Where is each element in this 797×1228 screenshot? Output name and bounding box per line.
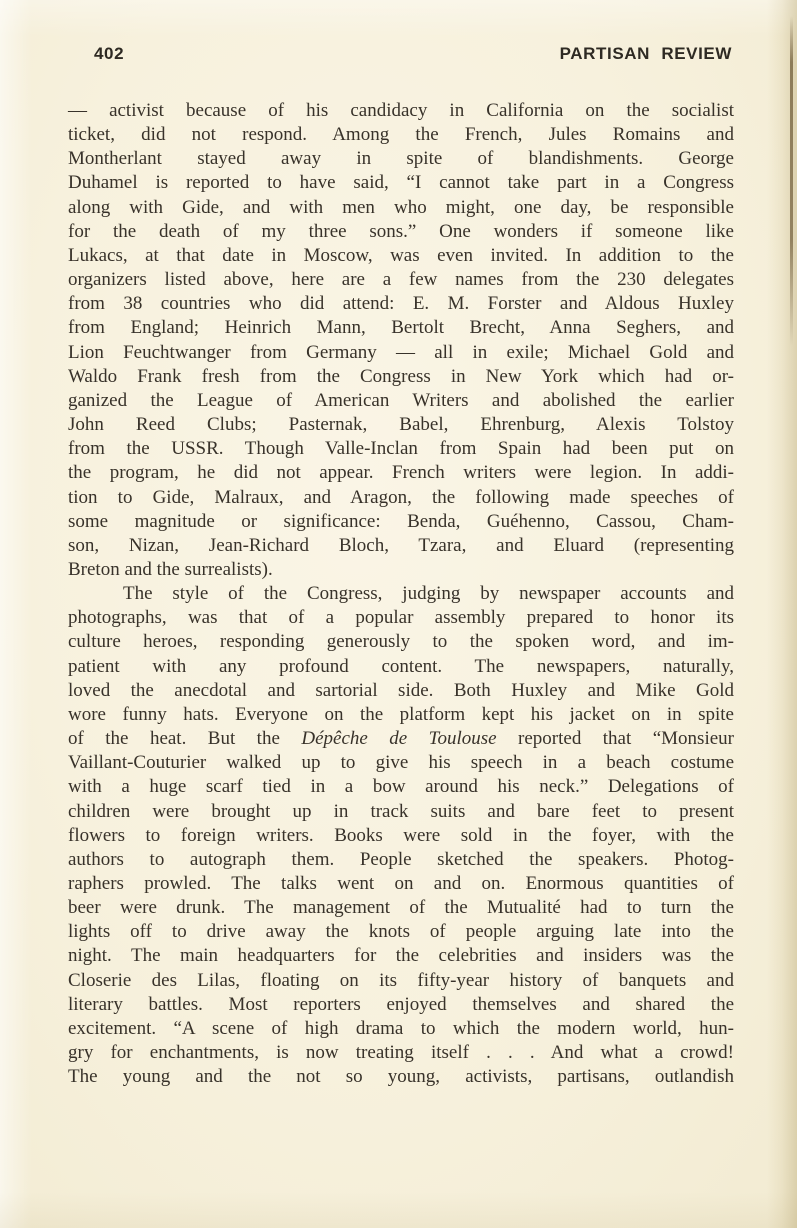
text-line: flowers to foreign writers. Books were sold in the foyer, with the	[68, 824, 734, 846]
text-line: loved the anecdotal and sartorial side. Both Huxley and Mike Gold	[68, 679, 734, 701]
text-line: son, Nizan, Jean-Richard Bloch, Tzara, and Eluard (representing	[68, 534, 734, 556]
text-line: literary battles. Most reporters enjoyed themselves and shared the	[68, 993, 734, 1015]
text-line: patient with any profound content. The newspapers, naturally,	[68, 655, 734, 677]
text-line: raphers prowled. The talks went on and on. Enormous quantities of	[68, 873, 734, 894]
journal-title: PARTISAN REVIEW	[559, 44, 732, 63]
page-edge-line	[790, 16, 793, 346]
text-line: John Reed Clubs; Pasternak, Babel, Ehrenburg, Alexis Tolstoy	[68, 414, 734, 436]
text-line: tion to Gide, Malraux, and Aragon, the following made speeches of	[68, 486, 734, 508]
text-line: culture heroes, responding generously to the spoken word, and im-	[68, 631, 734, 653]
text-line: for the death of my three sons.” One wonders if someone like	[68, 220, 734, 242]
text-line: ganized the League of American Writers and abolished the earlier	[68, 389, 734, 411]
text-line: Montherlant stayed away in spite of blandishments. George	[68, 148, 734, 170]
text-line: night. The main headquarters for the celebrities and insiders was the	[68, 945, 734, 967]
text-line: from the USSR. Though Valle-Inclan from Spain had been put on	[68, 438, 734, 460]
text-line: children were brought up in track suits and bare feet to present	[68, 800, 734, 822]
text-segment: reported that “Monsieur	[496, 728, 734, 750]
text-line: from 38 countries who did attend: E. M. Forster and Aldous Huxley	[68, 293, 734, 315]
text-line: along with Gide, and with men who might, one day, be responsible	[68, 196, 734, 218]
page-number: 402	[94, 44, 125, 63]
text-line: Waldo Frank fresh from the Congress in New York which had or-	[68, 365, 734, 387]
text-line: gry for enchantments, is now treating itself . . . And what a crowd!	[68, 1042, 734, 1064]
paragraph-end-line: Breton and the surrealists).	[68, 558, 273, 580]
paragraph-first-line: The style of the Congress, judging by newspaper accounts and	[123, 583, 734, 605]
text-line: beer were drunk. The management of the Mutualité had to turn the	[68, 897, 734, 919]
text-line: Closerie des Lilas, floating on its fifty-year history of banquets and	[68, 969, 734, 991]
text-line: photographs, was that of a popular assembly prepared to honor its	[68, 607, 734, 629]
text-line: Duhamel is reported to have said, “I cannot take part in a Congress	[68, 172, 734, 194]
text-line: Lion Feuchtwanger from Germany — all in exile; Michael Gold and	[68, 341, 734, 363]
text-line: some magnitude or significance: Benda, Guéhenno, Cassou, Cham-	[68, 510, 734, 532]
text-line: authors to autograph them. People sketched the speakers. Photog-	[68, 848, 734, 870]
body-text	[68, 99, 734, 1089]
text-line: Vaillant-Couturier walked up to give his speech in a beach costume	[68, 752, 734, 774]
italic-journal-name: Dépêche de Toulouse	[301, 728, 497, 750]
page-last-line: The young and the not so young, activists, partisans, outlandish	[68, 1066, 734, 1088]
text-segment: of the heat. But the	[68, 728, 302, 750]
text-line: ticket, did not respond. Among the French, Jules Romains and	[68, 124, 734, 146]
bottom-shadow	[0, 1192, 797, 1228]
text-line: from England; Heinrich Mann, Bertolt Brecht, Anna Seghers, and	[68, 317, 734, 339]
text-line: Lukacs, at that date in Moscow, was even invited. In addition to the	[68, 244, 734, 266]
text-line: with a huge scarf tied in a bow around his neck.” Delegations of	[68, 776, 734, 798]
text-line: excitement. “A scene of high drama to which the modern world, hun-	[68, 1017, 734, 1039]
text-line: organizers listed above, here are a few names from the 230 delegates	[68, 269, 734, 291]
text-line: lights off to drive away the knots of people arguing late into the	[68, 921, 734, 943]
text-line-with-italic	[68, 727, 734, 751]
text-line: — activist because of his candidacy in California on the socialist	[68, 100, 734, 121]
text-line: the program, he did not appear. French writers were legion. In addi-	[68, 462, 734, 484]
running-head	[68, 44, 732, 64]
text-line: wore funny hats. Everyone on the platform kept his jacket on in spite	[68, 703, 734, 725]
